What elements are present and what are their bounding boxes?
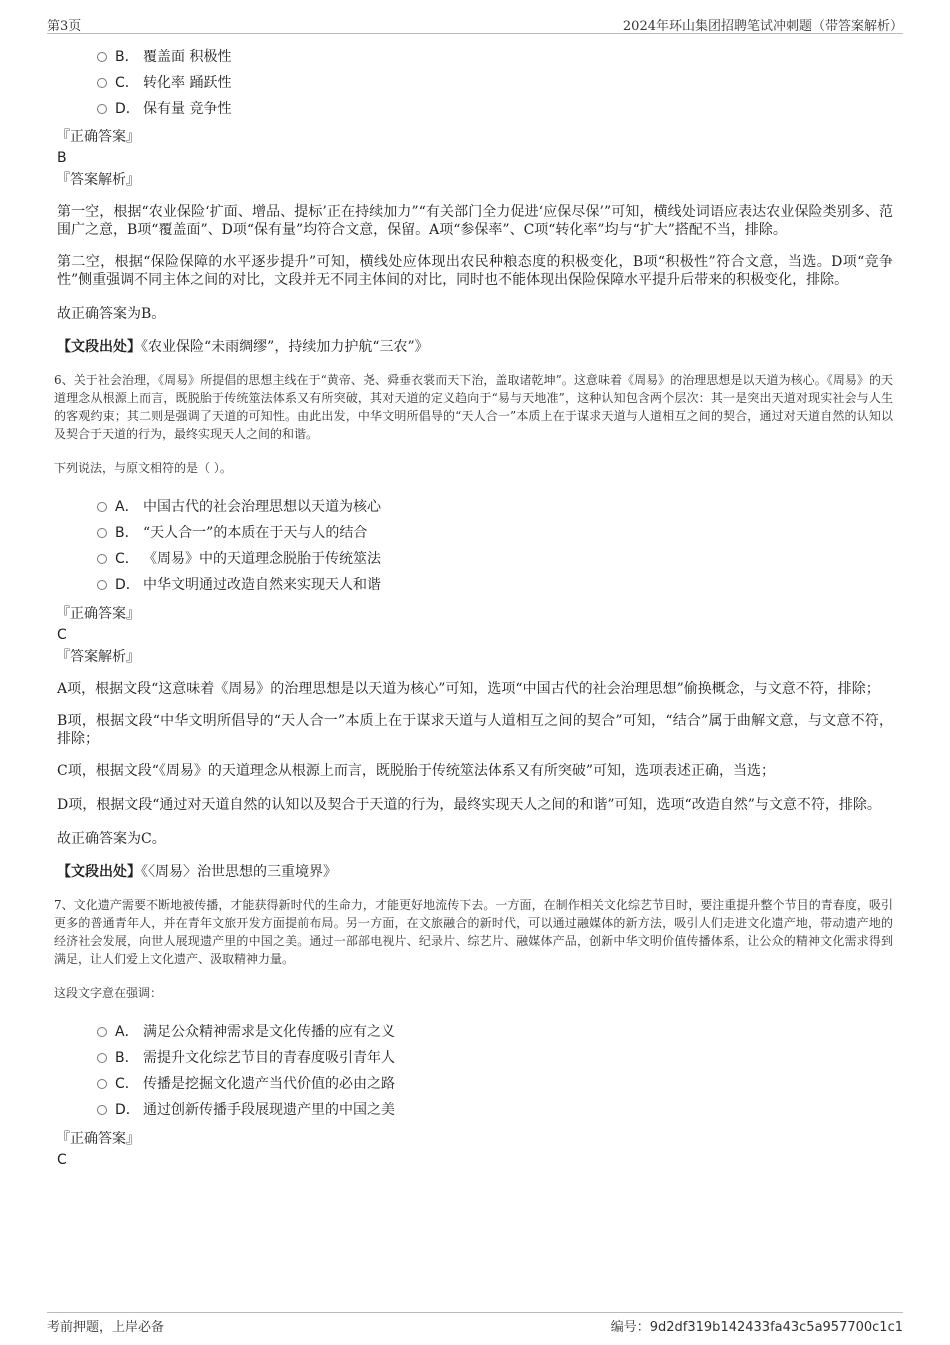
q5-analysis-para-1: 第一空，根据“农业保险‘扩面、增品、提标’正在持续加力”“有关部门全力促进‘应保尽保’”可知，横线处词语应表达农业保险类别多、范围广之意，B项“覆盖面”、D项“保有量”均符合文意，保留。A项“参保率”、C项“转化率”均与“扩大”搭配不当，排除。: [57, 204, 893, 238]
radio-icon[interactable]: [97, 78, 107, 88]
q7-answer-label: 『正确答案』: [56, 1131, 140, 1147]
q6-answer-label: 『正确答案』: [56, 606, 140, 622]
document-title: 2024年环山集团招聘笔试冲刺题（带答案解析）: [622, 19, 903, 34]
radio-icon[interactable]: [97, 1053, 107, 1063]
document-id: [611, 1316, 903, 1335]
radio-icon[interactable]: [97, 580, 107, 590]
q5-option-d[interactable]: D． 保有量 竞争性: [97, 96, 893, 122]
q5-options: [57, 44, 893, 122]
document-id-label: 编号：: [610, 1320, 650, 1335]
q6-analysis-a: A项，根据文段“这意味着《周易》的治理思想是以天道为核心”可知，选项“中国古代的社会治理思想”偷换概念，与文意不符，排除；: [57, 681, 880, 697]
q6-question-text: 6、关于社会治理，《周易》所提倡的思想主线在于“黄帝、尧、舜垂衣裳而天下治，盖取诸乾坤”。这意味着《周易》的治理思想是以天道为核心。《周易》的天道理念从根源上而言，既脱胎于传统筮法体系又有所突破，其对天道的定义趋向于“易与天地准”，这种认知包含两个层次：其一是突出天道对现实社会与人生的客观约束；其二则是强调了天道的可知性。由此出发，中华文明所倡导的“天人合一”本质上在于谋求天道与人道相互之间的契合，通过对天道自然的认知以及契合于天道的行为，最终实现天人之间的和谐。: [54, 373, 893, 441]
radio-icon[interactable]: [97, 502, 107, 512]
q7-option-b[interactable]: B． 需提升文化综艺节目的青春度吸引青年人: [97, 1045, 893, 1071]
q5-conclusion: 故正确答案为B。: [57, 306, 166, 322]
document-id-code: 9d2df319b142433fa43c5a957700c1c1: [649, 1320, 903, 1335]
radio-icon[interactable]: [97, 104, 107, 114]
q6-option-b[interactable]: B． “天人合一”的本质在于天与人的结合: [97, 520, 893, 546]
q6-answer: C: [57, 627, 67, 643]
page-content: [54, 44, 893, 1172]
q6-conclusion: 故正确答案为C。: [57, 831, 166, 847]
q7-option-d[interactable]: D． 通过创新传播手段展现遗产里的中国之美: [97, 1097, 893, 1123]
q5-option-b[interactable]: B． 覆盖面 积极性: [97, 44, 893, 70]
q7-options: [57, 1019, 893, 1123]
q7-question-text: 7、文化遗产需要不断地被传播，才能获得新时代的生命力，才能更好地流传下去。一方面，在制作相关文化综艺节目时，要注重提升整个节目的青春度，吸引更多的普通青年人，并在青年文旅开发方面提前布局。另一方面，在文旅融合的新时代，可以通过融媒体的新方法，吸引人们走进文化遗产地，带动遗产地的经济社会发展，向世人展现遗产里的中国之美。通过一部部电视片、纪录片、综艺片、融媒体产品，创新中华文明价值传播体系，让公众的精神文化需求得到满足，让人们爱上文化遗产、汲取精神力量。: [54, 898, 893, 966]
q5-analysis-para-2: 第二空，根据“保险保障的水平逐步提升”可知，横线处应体现出农民种粮态度的积极变化，B项“积极性”符合文意，当选。D项“竞争性”侧重强调不同主体之间的对比，文段并无不同主体间的对比，同时也不能体现出保险保障水平提升后带来的积极变化，排除。: [57, 254, 893, 288]
q6-analysis-label: 『答案解析』: [56, 649, 140, 665]
q6-options: [57, 494, 893, 598]
q6-option-c[interactable]: C． 《周易》中的天道理念脱胎于传统筮法: [97, 546, 893, 572]
radio-icon[interactable]: [97, 1027, 107, 1037]
q6-option-d[interactable]: D． 中华文明通过改造自然来实现天人和谐: [97, 572, 893, 598]
q7-option-c[interactable]: C． 传播是挖掘文化遗产当代价值的必由之路: [97, 1071, 893, 1097]
q6-source: 【文段出处】《〈周易〉治世思想的三重境界》: [57, 864, 337, 880]
radio-icon[interactable]: [97, 1105, 107, 1115]
page-header: [47, 14, 903, 34]
radio-icon[interactable]: [97, 554, 107, 564]
q6-option-a[interactable]: A． 中国古代的社会治理思想以天道为核心: [97, 494, 893, 520]
radio-icon[interactable]: [97, 1079, 107, 1089]
page-footer: [47, 1312, 903, 1334]
page-number: 第3页: [47, 19, 82, 34]
q7-prompt: 这段文字意在强调：: [54, 986, 163, 1000]
q7-option-a[interactable]: A． 满足公众精神需求是文化传播的应有之义: [97, 1019, 893, 1045]
q6-prompt: 下列说法，与原文相符的是（ ）。: [54, 461, 232, 475]
q6-analysis-b: B项，根据文段“中华文明所倡导的“天人合一”本质上在于谋求天道与人道相互之间的契合”可知，“结合”属于曲解文意，与文意不符，排除；: [57, 713, 893, 747]
q5-answer-label: 『正确答案』: [56, 129, 140, 145]
radio-icon[interactable]: [97, 52, 107, 62]
q6-analysis-d: D项，根据文段“通过对天道自然的认知以及契合于天道的行为，最终实现天人之间的和谐”可知，选项“改造自然”与文意不符，排除。: [57, 797, 881, 813]
q5-source: 【文段出处】《农业保险“未雨绸缪”，持续加力护航“三农”》: [57, 339, 429, 355]
q5-analysis-label: 『答案解析』: [56, 172, 140, 188]
q5-option-c[interactable]: C． 转化率 踊跃性: [97, 70, 893, 96]
q5-answer: B: [57, 150, 67, 166]
footer-slogan: 考前押题，上岸必备: [47, 1320, 165, 1335]
q7-answer: C: [57, 1152, 67, 1168]
radio-icon[interactable]: [97, 528, 107, 538]
q6-analysis-c: C项，根据文段“《周易》的天道理念从根源上而言，既脱胎于传统筮法体系又有所突破”可知，选项表述正确，当选；: [57, 763, 776, 779]
